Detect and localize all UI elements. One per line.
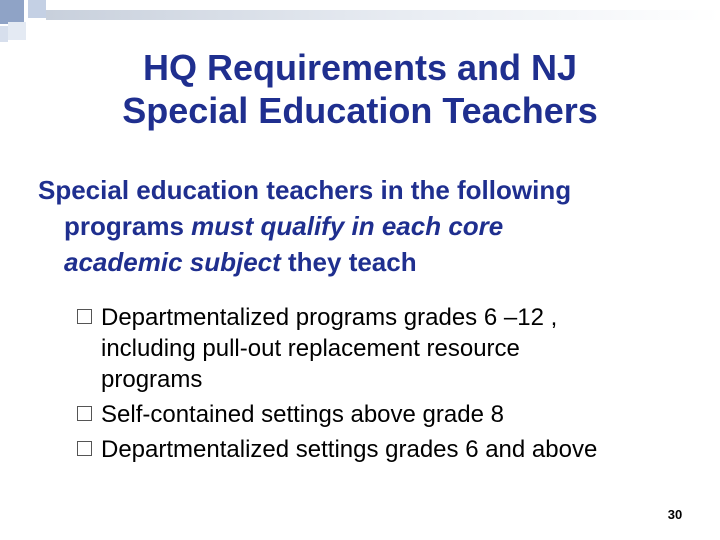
intro-line-3 xyxy=(38,244,698,280)
slide-title xyxy=(40,46,680,132)
bullet-item xyxy=(76,399,716,430)
intro-line-2-normal: programs xyxy=(64,211,192,241)
decorative-square xyxy=(0,0,24,24)
bullet-line: including pull-out replacement resource xyxy=(101,335,520,362)
checkbox-bullet-icon xyxy=(77,309,92,324)
intro-paragraph xyxy=(38,172,698,280)
bullet-item xyxy=(76,434,716,465)
decorative-square xyxy=(8,22,26,40)
intro-line-2-italic: must qualify in each core xyxy=(191,211,504,241)
bullet-line: Self-contained settings above grade 8 xyxy=(101,401,504,428)
intro-line-1: Special education teachers in the following xyxy=(38,175,572,205)
checkbox-bullet-icon xyxy=(77,441,92,456)
bullet-line: Departmentalized settings grades 6 and above xyxy=(101,436,598,463)
bullet-item xyxy=(76,302,716,395)
title-line-1: HQ Requirements and NJ xyxy=(142,47,578,88)
checkbox-bullet-icon xyxy=(77,406,92,421)
decorative-square xyxy=(28,0,46,18)
intro-line-2 xyxy=(38,208,698,244)
decorative-top-bar xyxy=(46,10,720,20)
decorative-square xyxy=(0,26,8,42)
bullet-line: programs xyxy=(101,366,203,393)
page-number: 30 xyxy=(667,507,683,522)
title-line-2: Special Education Teachers xyxy=(122,90,598,131)
bullet-line: Departmentalized programs grades 6 –12 , xyxy=(101,304,558,331)
bullet-list xyxy=(76,302,716,469)
intro-line-3-normal: they teach xyxy=(280,247,417,277)
intro-line-3-italic: academic subject xyxy=(64,247,281,277)
